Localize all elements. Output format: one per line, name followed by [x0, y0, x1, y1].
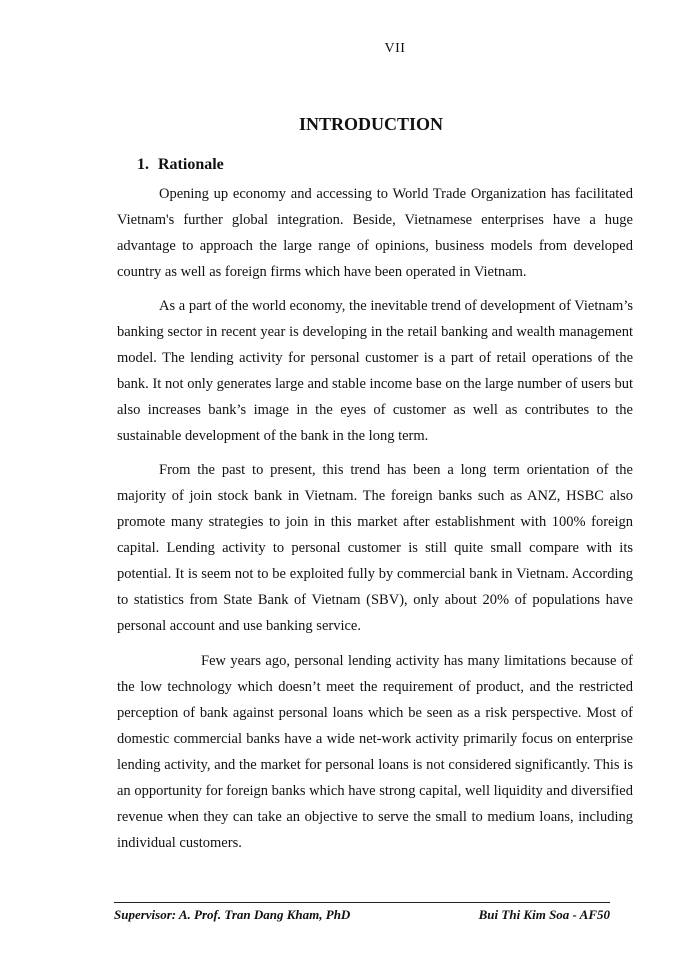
document-title: INTRODUCTION	[298, 114, 444, 134]
footer-supervisor: Supervisor: A. Prof. Tran Dang Kham, PhD	[114, 907, 351, 922]
section-heading-text: Rationale	[158, 156, 224, 173]
paragraph: From the past to present, this trend has been a long term orientation of the majority of join stock bank in Vietnam. The foreign banks such as ANZ, HSBC also promote many strategies to join in this market after establishment with 100% foreign capital. Lending activity to personal customer is still quite small compare with its potential. It is seem not to be exploited fully by commercial bank in Vietnam. According to statistics from State Bank of Vietnam (SBV), only about 20% of populations have personal account and use banking service.	[117, 462, 633, 634]
paragraph: As a part of the world economy, the inevitable trend of development of Vietnam’s banking sector in recent year is developing in the retail banking and wealth management model. The lending activity for personal customer is a part of retail operations of the bank. It not only generates large and stable income base on the large number of users but also increases bank’s image in the eyes of customer as well as contributes to the sustainable development of the bank in the long term.	[117, 298, 633, 444]
footer-divider	[114, 902, 610, 903]
footer-author: Bui Thi Kim Soa - AF50	[478, 907, 610, 922]
section-number: 1.	[137, 156, 149, 173]
section-heading	[137, 156, 224, 174]
page-number: VII	[384, 41, 406, 56]
paragraph-1-block	[117, 181, 633, 285]
paragraph-4-block	[117, 648, 633, 856]
paragraph-2-block	[117, 293, 633, 449]
paragraph: Opening up economy and accessing to World Trade Organization has facilitated Vietnam's further global integration. Beside, Vietnamese enterprises have a huge advantage to approach the large range of opinions, business models from developed country as well as foreign firms which have been operated in Vietnam.	[117, 186, 633, 280]
paragraph-3-block	[117, 457, 633, 639]
paragraph: Few years ago, personal lending activity has many limitations because of the low technology which doesn’t meet the requirement of product, and the restricted perception of bank against personal loans which be seen as a risk perspective. Most of domestic commercial banks have a wide net-work activity primarily focus on enterprise lending activity, and the market for personal loans is not considered significantly. This is an opportunity for foreign banks which have strong capital, well liquidity and diversified revenue when they can take an objective to serve the small to medium loans, including individual customers.	[117, 653, 633, 851]
